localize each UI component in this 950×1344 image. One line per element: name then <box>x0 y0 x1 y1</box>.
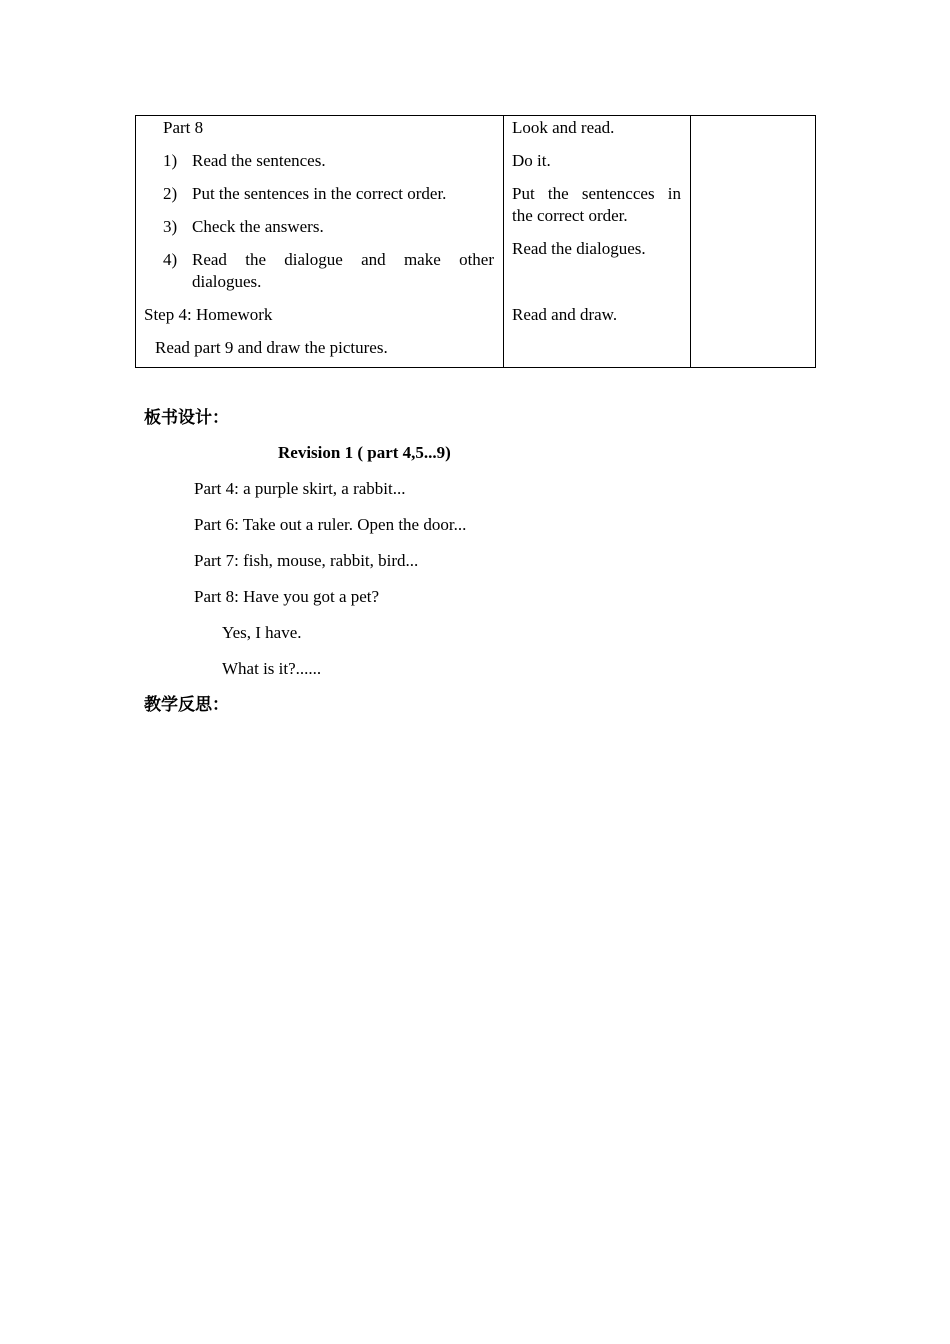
board-title: Revision 1 ( part 4,5...9) <box>278 443 451 462</box>
step-text-continued: dialogues. <box>192 272 262 291</box>
reflection-heading: 教学反思： <box>144 695 229 715</box>
student-activities-cell <box>503 116 691 367</box>
part-title: Part 8 <box>163 118 204 137</box>
step-number: 1) <box>163 151 178 170</box>
homework-title: Step 4: Homework <box>144 305 273 324</box>
student-action: Read the dialogues. <box>512 239 646 258</box>
homework-text: Read part 9 and draw the pictures. <box>155 338 388 357</box>
student-action-continued: the correct order. <box>512 206 628 225</box>
step-number: 4) <box>163 250 178 269</box>
step-number: 3) <box>163 217 178 236</box>
board-line: Part 4: a purple skirt, a rabbit... <box>194 479 406 498</box>
student-action: Look and read. <box>512 118 615 137</box>
step-text: Read the sentences. <box>192 151 326 170</box>
step-text: Check the answers. <box>192 217 324 236</box>
board-line: Part 7: fish, mouse, rabbit, bird... <box>194 551 419 570</box>
board-reply: Yes, I have. <box>222 623 302 642</box>
board-line: Part 6: Take out a ruler. Open the door... <box>194 515 467 534</box>
step-number: 2) <box>163 184 178 203</box>
teacher-activities-cell <box>136 116 504 367</box>
student-action: Put the sentencces in <box>512 184 681 203</box>
notes-cell <box>690 116 815 367</box>
student-action: Read and draw. <box>512 305 618 324</box>
step-text: Read the dialogue and make other <box>192 250 494 269</box>
step-text: Put the sentences in the correct order. <box>192 184 447 203</box>
board-line: Part 8: Have you got a pet? <box>194 587 380 606</box>
board-reply: What is it?...... <box>222 659 322 678</box>
student-action: Do it. <box>512 151 551 170</box>
lesson-table <box>135 115 816 368</box>
board-design-heading: 板书设计： <box>144 408 229 428</box>
